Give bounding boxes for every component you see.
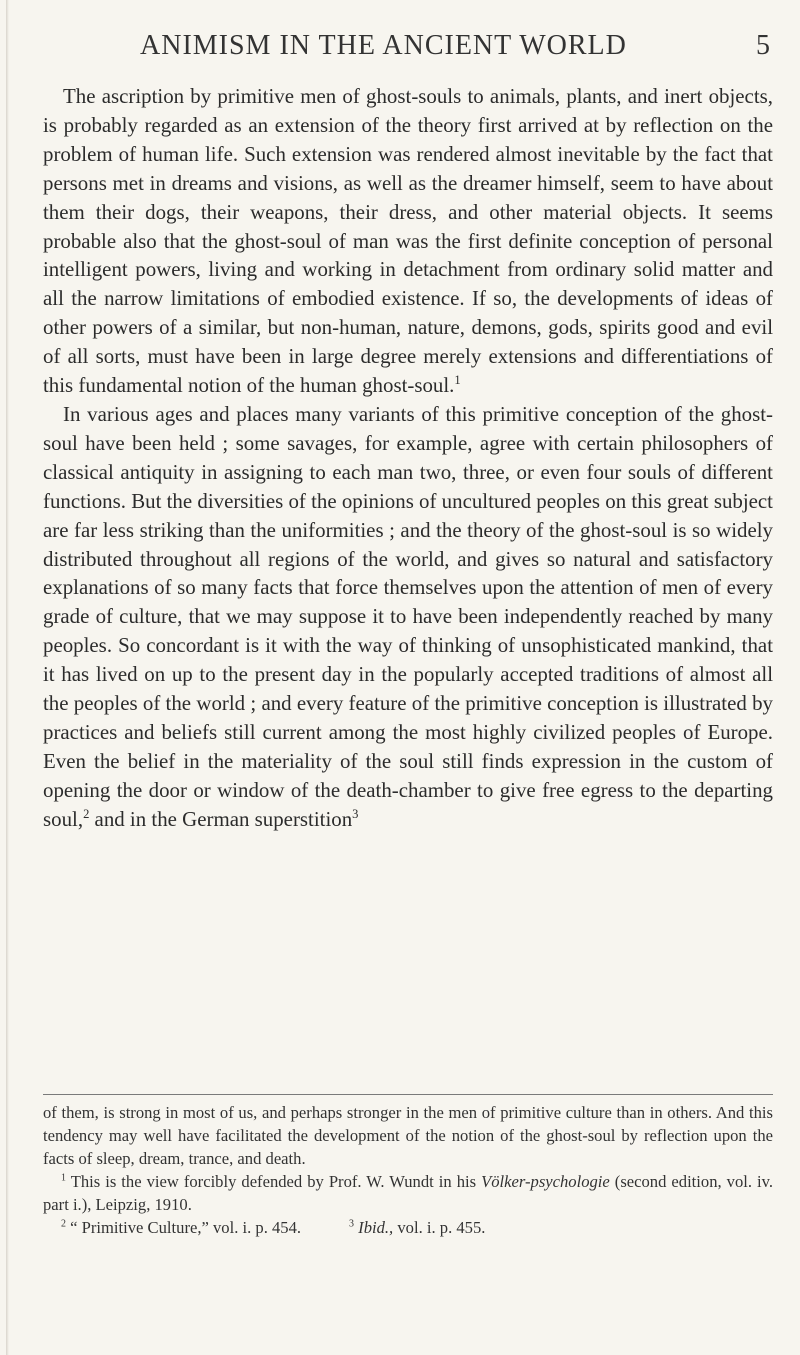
- paragraph-1: [43, 82, 773, 400]
- footnote-rule: [43, 1094, 773, 1095]
- page-gutter: [6, 0, 9, 1355]
- page-number: 5: [756, 30, 770, 61]
- footnote-continuation: of them, is strong in most of us, and perhaps stronger in the men of primitive culture than in others. And this tendency may well have facilitated the development of the notion of the ghost-soul by reflection upon the facts of sleep, dream, trance, and death.: [43, 1103, 773, 1168]
- page-header: [140, 30, 770, 70]
- footnote-ref-2: 2: [83, 806, 90, 821]
- footnote-ref-3: 3: [352, 806, 359, 821]
- footnote-2-mark: 2: [61, 1218, 66, 1230]
- footnote-1-italic: Völker-psychologie: [481, 1172, 610, 1191]
- footnote-1-text: This is the view forcibly defended by Prof. W. Wundt in his: [65, 1172, 482, 1191]
- footnote-3-mark: 3: [349, 1218, 355, 1230]
- footnote-1: [43, 1170, 773, 1216]
- footnote-1-mark: 1: [61, 1172, 66, 1184]
- running-title: ANIMISM IN THE ANCIENT WORLD: [140, 30, 627, 61]
- footnote-ref-1: 1: [454, 373, 461, 388]
- paragraph-1-text: The ascription by primitive men of ghost-souls to animals, plants, and inert objects, is probably regarded as an extension of the theory first arrived at by reflection on the problem of human life. Such extension was rendered almost inevitable by the fact that persons met in dreams and visions, as well as the dreamer himself, seem to have about them their dogs, their weapons, their dress, and other material objects. It seems probable also that the ghost-soul of man was the first definite conception of personal intelligent powers, living and working in detachment from ordinary solid matter and all the narrow limitations of embodied existence. If so, the developments of ideas of other powers of a similar, but non-human, nature, demons, gods, spirits good and evil of all sorts, must have been in large degree merely extensions and differentiations of this fundamental notion of the human ghost-soul.: [43, 84, 773, 398]
- footnote-1-tail: (second edition, vol. iv. part i.), Leipzig, 1910.: [43, 1172, 774, 1214]
- paragraph-2-text: In various ages and places many variants of this primitive conception of the ghost-soul have been held ; some savages, for example, agree with certain philosophers of classical antiquity in assigning to each man two, three, or even four souls of different functions. But the diversities of the opinions of uncultured peoples on this great subject are far less striking than the uniformities ; and the theory of the ghost-soul is so widely distributed throughout all regions of the world, and gives so natural and satisfactory explanations of so many facts that force themselves upon the attention of men of every grade of culture, that we may suppose it to have been independently reached by many peoples. So concordant is it with the way of thinking of unsophisticated mankind, that it has lived on up to the present day in the popularly accepted traditions of almost all the peoples of the world ; and every feature of the primitive conception is illustrated by practices and beliefs still current among the most highly civilized peoples of Europe. Even the belief in the materiality of the soul still finds expression in the custom of opening the door or window of the death-chamber to give free egress to the departing soul,: [43, 401, 773, 831]
- body-text: [43, 82, 773, 834]
- footnote-2-text: “ Primitive Culture,” vol. i. p. 454.: [65, 1218, 302, 1237]
- footnote-3-text: vol. i. p. 455.: [393, 1218, 486, 1237]
- paragraph-2: [43, 400, 773, 834]
- footnote-3-italic: Ibid.,: [354, 1218, 394, 1237]
- paragraph-2-tail: and in the German superstition: [89, 806, 353, 831]
- footnote-2-3: [43, 1216, 773, 1239]
- footnotes: [43, 1101, 773, 1239]
